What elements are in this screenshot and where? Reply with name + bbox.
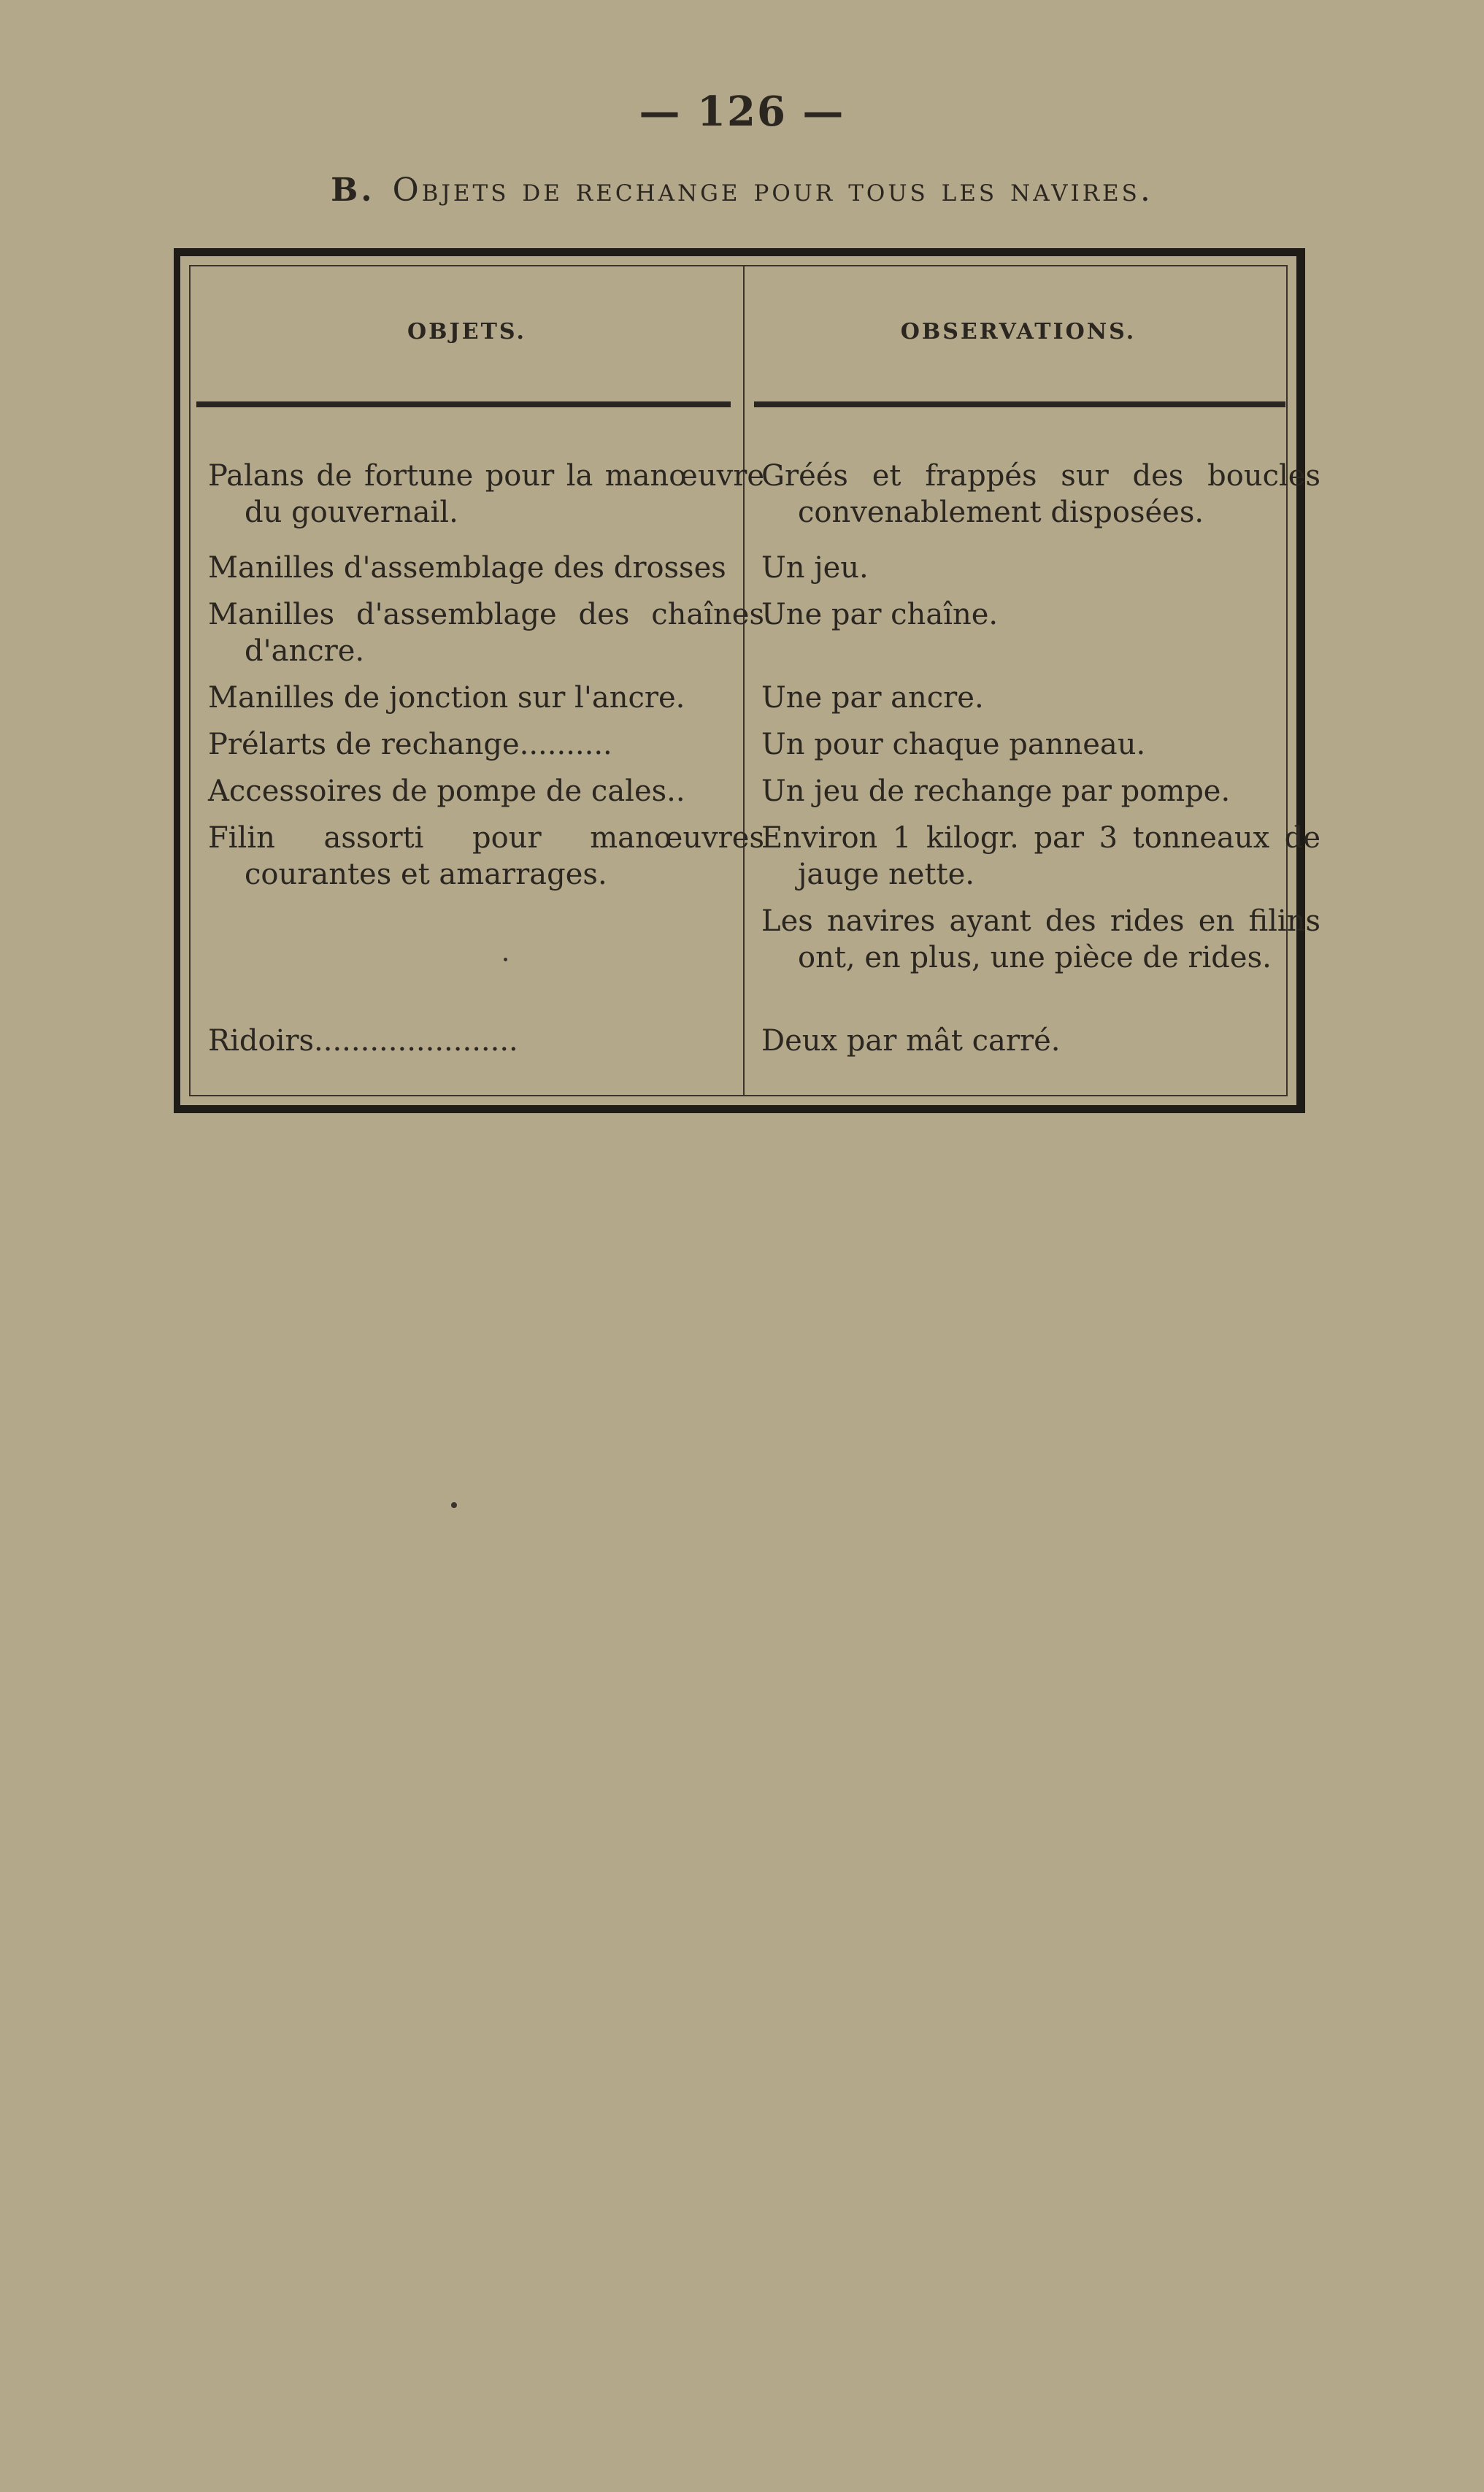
- header-rule-right: [754, 401, 1285, 407]
- table-cell-objet: Filin assorti pour manœuvres courantes et amarrages.: [208, 821, 764, 891]
- table-cell-objet: Prélarts de rechange..........: [208, 728, 612, 761]
- table-cell-objet: Ridoirs......................: [208, 1024, 518, 1058]
- table-cell-observation: Un pour chaque panneau.: [761, 728, 1146, 761]
- table-cell-objet: Manilles de jonction sur l'ancre.: [208, 681, 685, 715]
- section-title-text: Objets de rechange pour tous les navires.: [392, 172, 1153, 209]
- table-cell-observation: Deux par mât carré.: [761, 1024, 1061, 1058]
- table-cell-observation: Une par ancre.: [761, 681, 984, 715]
- paper-speck: [504, 958, 507, 961]
- table-cell-objet: Manilles d'assemblage des drosses: [208, 551, 726, 585]
- section-letter: B.: [331, 172, 375, 209]
- table-cell-objet: Manilles d'assemblage des chaînes d'ancre.: [208, 598, 764, 668]
- header-objets: OBJETS.: [407, 319, 526, 345]
- table-cell-observation: Les navires ayant des rides en filins ont, en plus, une pièce de rides.: [761, 904, 1320, 974]
- table-cell-objet: Accessoires de pompe de cales..: [208, 774, 685, 808]
- table-inner-border: [189, 265, 1320, 1096]
- table-cell-observation: Environ 1 kilogr. par 3 tonneaux de jauge nette.: [761, 821, 1320, 891]
- spare-parts-table: [174, 248, 1320, 1113]
- header-rule-left: [196, 401, 731, 407]
- paper-speck: [451, 1502, 457, 1508]
- table-cell-observation: Un jeu.: [761, 551, 869, 585]
- table-cell-observation: Une par chaîne.: [761, 598, 999, 631]
- table-cell-observation: Un jeu de rechange par pompe.: [761, 774, 1231, 808]
- table-cell-objet: Palans de fortune pour la manœuvre du gouvernail.: [208, 459, 764, 529]
- page-number: — 126 —: [639, 88, 845, 136]
- section-title: [0, 172, 1484, 209]
- table-cell-observation: Gréés et frappés sur des boucles convenablement disposées.: [761, 459, 1320, 529]
- header-observations: OBSERVATIONS.: [900, 319, 1137, 345]
